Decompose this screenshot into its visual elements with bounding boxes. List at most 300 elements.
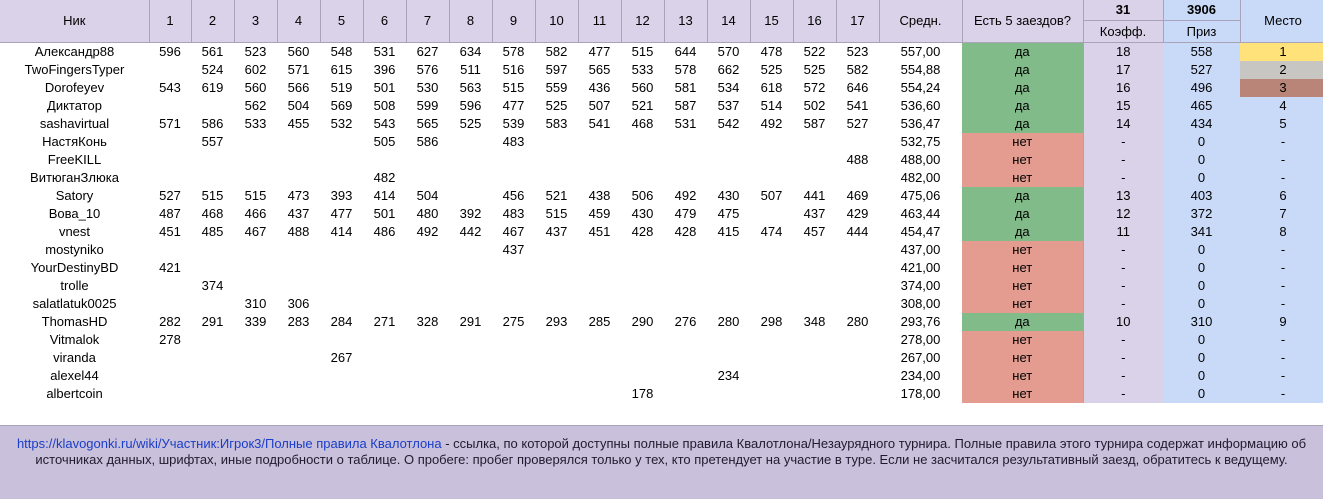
cell-race-9[interactable]: 456: [502, 188, 525, 203]
cell-place[interactable]: 9: [1240, 313, 1323, 331]
cell-race-3[interactable]: 560: [244, 80, 267, 95]
cell-race-17[interactable]: 541: [846, 98, 869, 113]
cell-race-13[interactable]: 587: [674, 98, 697, 113]
cell-nick[interactable]: viranda: [53, 350, 96, 365]
cell-race-5[interactable]: [320, 367, 363, 385]
cell-nick[interactable]: ThomasHD: [41, 314, 108, 329]
cell-coef[interactable]: -: [1083, 259, 1163, 277]
cell-race-17[interactable]: 582: [846, 62, 869, 77]
cell-race-9[interactable]: 477: [502, 98, 525, 113]
cell-race-13[interactable]: 492: [674, 188, 697, 203]
cell-coef[interactable]: -: [1083, 241, 1163, 259]
cell-race-10[interactable]: [535, 349, 578, 367]
cell-nick[interactable]: sashavirtual: [39, 116, 110, 131]
cell-prize[interactable]: 341: [1163, 223, 1240, 241]
header-race-3[interactable]: 3: [234, 0, 277, 43]
cell-race-5[interactable]: 284: [330, 314, 353, 329]
cell-race-11[interactable]: [578, 277, 621, 295]
cell-average[interactable]: 278,00: [900, 332, 941, 347]
cell-race-8[interactable]: [449, 277, 492, 295]
cell-coef[interactable]: 13: [1083, 187, 1163, 205]
cell-race-17[interactable]: [836, 169, 879, 187]
cell-race-14[interactable]: 534: [717, 80, 740, 95]
cell-race-3[interactable]: [234, 349, 277, 367]
cell-race-15[interactable]: [750, 349, 793, 367]
cell-place[interactable]: -: [1240, 133, 1323, 151]
cell-place[interactable]: 6: [1240, 187, 1323, 205]
cell-nick[interactable]: TwoFingersTyper: [24, 62, 125, 77]
cell-race-9[interactable]: 437: [502, 242, 525, 257]
header-race-5[interactable]: 5: [320, 0, 363, 43]
cell-race-5[interactable]: [320, 277, 363, 295]
rules-link[interactable]: https://klavogonki.ru/wiki/Участник:Игрок3/Полные правила Квалотлона: [16, 436, 442, 451]
cell-race-11[interactable]: [578, 133, 621, 151]
cell-race-14[interactable]: [707, 349, 750, 367]
cell-race-9[interactable]: [492, 367, 535, 385]
cell-race-16[interactable]: [793, 169, 836, 187]
cell-race-12[interactable]: 533: [631, 62, 654, 77]
cell-five-races[interactable]: да: [962, 187, 1083, 205]
cell-race-12[interactable]: 290: [631, 314, 654, 329]
cell-race-14[interactable]: 430: [717, 188, 740, 203]
cell-prize[interactable]: 0: [1163, 349, 1240, 367]
cell-race-13[interactable]: 428: [674, 224, 697, 239]
cell-five-races[interactable]: да: [962, 97, 1083, 115]
cell-race-3[interactable]: [234, 169, 277, 187]
cell-race-12[interactable]: [621, 349, 664, 367]
cell-coef[interactable]: -: [1083, 133, 1163, 151]
cell-five-races[interactable]: нет: [962, 367, 1083, 385]
cell-race-7[interactable]: [406, 259, 449, 277]
cell-race-2[interactable]: 561: [201, 44, 224, 59]
cell-race-17[interactable]: 527: [846, 116, 869, 131]
cell-prize[interactable]: 0: [1163, 133, 1240, 151]
cell-race-14[interactable]: [707, 277, 750, 295]
cell-race-12[interactable]: 560: [631, 80, 654, 95]
header-race-13[interactable]: 13: [664, 0, 707, 43]
cell-race-1[interactable]: [149, 241, 191, 259]
cell-nick[interactable]: Satory: [55, 188, 94, 203]
cell-race-11[interactable]: 507: [588, 98, 611, 113]
cell-nick[interactable]: ВитюганЗлюка: [30, 170, 119, 185]
cell-race-9[interactable]: 578: [502, 44, 525, 59]
cell-five-races[interactable]: нет: [962, 277, 1083, 295]
cell-race-11[interactable]: [578, 367, 621, 385]
cell-race-16[interactable]: [793, 367, 836, 385]
cell-coef[interactable]: 10: [1083, 313, 1163, 331]
cell-race-4[interactable]: [277, 151, 320, 169]
cell-nick[interactable]: Диктатор: [47, 98, 102, 113]
cell-race-5[interactable]: [320, 133, 363, 151]
cell-race-12[interactable]: 521: [631, 98, 654, 113]
cell-coef[interactable]: -: [1083, 295, 1163, 313]
cell-race-17[interactable]: [836, 277, 879, 295]
cell-average[interactable]: 437,00: [900, 242, 941, 257]
cell-race-3[interactable]: [234, 331, 277, 349]
cell-race-8[interactable]: 511: [460, 62, 481, 77]
cell-race-1[interactable]: [149, 97, 191, 115]
cell-race-1[interactable]: [149, 169, 191, 187]
cell-race-6[interactable]: 501: [373, 206, 396, 221]
cell-race-12[interactable]: [621, 259, 664, 277]
cell-race-14[interactable]: 475: [717, 206, 740, 221]
cell-race-14[interactable]: [707, 133, 750, 151]
cell-average[interactable]: 308,00: [900, 296, 941, 311]
header-race-17[interactable]: 17: [836, 0, 879, 43]
cell-average[interactable]: 536,47: [900, 116, 941, 131]
cell-race-16[interactable]: [793, 295, 836, 313]
cell-race-7[interactable]: 599: [416, 98, 439, 113]
cell-race-2[interactable]: 515: [201, 188, 224, 203]
cell-five-races[interactable]: да: [962, 43, 1083, 62]
cell-race-5[interactable]: [320, 385, 363, 403]
cell-race-14[interactable]: 234: [717, 368, 740, 383]
cell-race-10[interactable]: 515: [545, 206, 568, 221]
cell-race-14[interactable]: [707, 295, 750, 313]
cell-coef[interactable]: 15: [1083, 97, 1163, 115]
cell-coef[interactable]: -: [1083, 385, 1163, 403]
cell-race-9[interactable]: 539: [502, 116, 525, 131]
cell-race-5[interactable]: 569: [330, 98, 353, 113]
cell-race-11[interactable]: [578, 259, 621, 277]
cell-nick[interactable]: НастяКонь: [42, 134, 107, 149]
cell-average[interactable]: 536,60: [900, 98, 941, 113]
cell-race-8[interactable]: 563: [459, 80, 482, 95]
cell-race-11[interactable]: 285: [588, 314, 611, 329]
cell-race-16[interactable]: [793, 349, 836, 367]
cell-race-15[interactable]: [750, 259, 793, 277]
cell-race-11[interactable]: [578, 151, 621, 169]
cell-race-12[interactable]: 468: [631, 116, 654, 131]
cell-race-17[interactable]: [836, 349, 879, 367]
cell-race-14[interactable]: 537: [717, 98, 740, 113]
cell-race-13[interactable]: [664, 331, 707, 349]
cell-nick[interactable]: salatlatuk0025: [32, 296, 117, 311]
cell-race-1[interactable]: [149, 349, 191, 367]
cell-coef[interactable]: -: [1083, 169, 1163, 187]
cell-race-9[interactable]: 467: [502, 224, 525, 239]
cell-race-1[interactable]: [149, 61, 191, 79]
cell-place[interactable]: 1: [1240, 43, 1323, 62]
cell-average[interactable]: 178,00: [900, 386, 941, 401]
cell-race-6[interactable]: [363, 277, 406, 295]
cell-average[interactable]: 554,88: [900, 62, 941, 77]
cell-prize[interactable]: 0: [1163, 241, 1240, 259]
cell-race-9[interactable]: 515: [502, 80, 525, 95]
cell-race-8[interactable]: 291: [459, 314, 482, 329]
cell-race-3[interactable]: [234, 277, 277, 295]
cell-race-4[interactable]: 488: [287, 224, 310, 239]
cell-race-3[interactable]: [234, 151, 277, 169]
cell-coef[interactable]: 12: [1083, 205, 1163, 223]
cell-race-12[interactable]: 430: [631, 206, 654, 221]
cell-race-10[interactable]: [535, 331, 578, 349]
cell-race-9[interactable]: [492, 349, 535, 367]
header-prize[interactable]: Приз: [1163, 21, 1240, 43]
cell-average[interactable]: 475,06: [900, 188, 941, 203]
cell-race-7[interactable]: [406, 169, 449, 187]
cell-race-11[interactable]: 459: [588, 206, 611, 221]
cell-race-12[interactable]: 178: [631, 386, 654, 401]
cell-nick[interactable]: mostyniko: [45, 242, 104, 257]
cell-prize[interactable]: 310: [1163, 313, 1240, 331]
cell-race-11[interactable]: [578, 385, 621, 403]
cell-race-8[interactable]: [449, 133, 492, 151]
cell-race-10[interactable]: [535, 169, 578, 187]
cell-race-15[interactable]: 507: [760, 188, 783, 203]
cell-race-15[interactable]: [750, 241, 793, 259]
cell-race-4[interactable]: [277, 133, 320, 151]
cell-average[interactable]: 454,47: [900, 224, 941, 239]
cell-race-13[interactable]: [664, 133, 707, 151]
cell-race-16[interactable]: 502: [803, 98, 826, 113]
cell-coef[interactable]: 14: [1083, 115, 1163, 133]
cell-race-7[interactable]: 328: [416, 314, 439, 329]
cell-race-7[interactable]: [406, 277, 449, 295]
cell-prize[interactable]: 558: [1163, 43, 1240, 62]
cell-race-7[interactable]: [406, 349, 449, 367]
cell-race-4[interactable]: [277, 331, 320, 349]
cell-race-5[interactable]: [320, 241, 363, 259]
cell-average[interactable]: 554,24: [900, 80, 941, 95]
cell-race-17[interactable]: [836, 367, 879, 385]
cell-race-8[interactable]: [449, 151, 492, 169]
cell-race-16[interactable]: 587: [803, 116, 826, 131]
cell-race-10[interactable]: 525: [545, 98, 568, 113]
cell-prize[interactable]: 0: [1163, 151, 1240, 169]
cell-nick[interactable]: Александр88: [34, 44, 115, 59]
cell-race-4[interactable]: 455: [287, 116, 310, 131]
cell-race-6[interactable]: 543: [373, 116, 396, 131]
cell-race-17[interactable]: [836, 295, 879, 313]
cell-place[interactable]: -: [1240, 277, 1323, 295]
cell-race-16[interactable]: 525: [803, 62, 826, 77]
cell-race-2[interactable]: [191, 331, 234, 349]
cell-race-1[interactable]: 278: [159, 332, 181, 347]
cell-race-10[interactable]: [535, 385, 578, 403]
cell-race-17[interactable]: 488: [846, 152, 869, 167]
cell-race-4[interactable]: 566: [287, 80, 310, 95]
cell-race-5[interactable]: [320, 169, 363, 187]
cell-prize[interactable]: 0: [1163, 169, 1240, 187]
cell-race-13[interactable]: 276: [674, 314, 697, 329]
cell-race-10[interactable]: 583: [545, 116, 568, 131]
cell-coef[interactable]: 11: [1083, 223, 1163, 241]
cell-race-16[interactable]: [793, 259, 836, 277]
cell-race-13[interactable]: 531: [674, 116, 697, 131]
cell-race-16[interactable]: [793, 277, 836, 295]
cell-race-3[interactable]: [234, 367, 277, 385]
cell-race-3[interactable]: [234, 385, 277, 403]
cell-race-5[interactable]: 414: [330, 224, 353, 239]
cell-race-10[interactable]: [535, 241, 578, 259]
cell-race-2[interactable]: 524: [201, 62, 224, 77]
cell-race-6[interactable]: [363, 367, 406, 385]
cell-race-8[interactable]: 392: [459, 206, 482, 221]
cell-race-3[interactable]: [234, 259, 277, 277]
cell-race-12[interactable]: [621, 151, 664, 169]
cell-race-14[interactable]: [707, 169, 750, 187]
cell-race-2[interactable]: [191, 385, 234, 403]
cell-five-races[interactable]: нет: [962, 241, 1083, 259]
cell-race-7[interactable]: 492: [416, 224, 439, 239]
cell-race-6[interactable]: 508: [373, 98, 396, 113]
cell-race-13[interactable]: [664, 169, 707, 187]
cell-race-17[interactable]: [836, 133, 879, 151]
cell-race-2[interactable]: [191, 349, 234, 367]
cell-race-13[interactable]: [664, 151, 707, 169]
cell-race-7[interactable]: [406, 331, 449, 349]
cell-place[interactable]: -: [1240, 241, 1323, 259]
header-race-6[interactable]: 6: [363, 0, 406, 43]
cell-race-9[interactable]: [492, 385, 535, 403]
cell-race-15[interactable]: [750, 367, 793, 385]
cell-race-4[interactable]: 560: [287, 44, 310, 59]
cell-race-12[interactable]: [621, 331, 664, 349]
cell-race-7[interactable]: 586: [416, 134, 439, 149]
cell-race-10[interactable]: [535, 367, 578, 385]
header-race-14[interactable]: 14: [707, 0, 750, 43]
cell-race-1[interactable]: 451: [159, 224, 181, 239]
cell-place[interactable]: -: [1240, 151, 1323, 169]
cell-race-11[interactable]: [578, 169, 621, 187]
cell-race-8[interactable]: [449, 349, 492, 367]
cell-place[interactable]: -: [1240, 331, 1323, 349]
cell-race-1[interactable]: 527: [159, 188, 181, 203]
cell-race-13[interactable]: [664, 367, 707, 385]
cell-race-3[interactable]: 310: [244, 296, 267, 311]
cell-coef[interactable]: -: [1083, 349, 1163, 367]
cell-race-13[interactable]: 644: [674, 44, 697, 59]
cell-race-6[interactable]: [363, 331, 406, 349]
cell-race-4[interactable]: 473: [287, 188, 310, 203]
cell-average[interactable]: 293,76: [900, 314, 941, 329]
header-five-races[interactable]: Есть 5 заездов?: [962, 0, 1083, 43]
cell-nick[interactable]: Vitmalok: [49, 332, 100, 347]
cell-prize[interactable]: 496: [1163, 79, 1240, 97]
cell-race-11[interactable]: 477: [588, 44, 611, 59]
cell-race-4[interactable]: [277, 259, 320, 277]
cell-five-races[interactable]: нет: [962, 259, 1083, 277]
cell-race-1[interactable]: [149, 367, 191, 385]
cell-race-6[interactable]: 501: [373, 80, 396, 95]
cell-race-13[interactable]: 578: [674, 62, 697, 77]
header-race-4[interactable]: 4: [277, 0, 320, 43]
cell-race-5[interactable]: [320, 295, 363, 313]
cell-race-16[interactable]: 572: [803, 80, 826, 95]
header-race-10[interactable]: 10: [535, 0, 578, 43]
header-place[interactable]: Место: [1240, 0, 1323, 43]
cell-race-4[interactable]: [277, 277, 320, 295]
cell-average[interactable]: 532,75: [900, 134, 941, 149]
cell-race-7[interactable]: 504: [416, 188, 439, 203]
cell-place[interactable]: -: [1240, 169, 1323, 187]
cell-race-5[interactable]: 548: [330, 44, 353, 59]
cell-race-10[interactable]: 521: [545, 188, 568, 203]
cell-race-6[interactable]: 414: [373, 188, 396, 203]
cell-race-17[interactable]: 429: [846, 206, 869, 221]
header-average[interactable]: Средн.: [879, 0, 962, 43]
cell-place[interactable]: -: [1240, 349, 1323, 367]
cell-prize[interactable]: 465: [1163, 97, 1240, 115]
cell-race-6[interactable]: [363, 385, 406, 403]
cell-race-15[interactable]: 525: [760, 62, 783, 77]
cell-race-4[interactable]: [277, 367, 320, 385]
cell-race-9[interactable]: [492, 151, 535, 169]
cell-five-races[interactable]: да: [962, 205, 1083, 223]
cell-race-15[interactable]: 514: [760, 98, 783, 113]
cell-race-4[interactable]: [277, 169, 320, 187]
cell-race-7[interactable]: [406, 295, 449, 313]
cell-race-9[interactable]: [492, 331, 535, 349]
cell-prize[interactable]: 0: [1163, 385, 1240, 403]
cell-prize[interactable]: 372: [1163, 205, 1240, 223]
cell-race-16[interactable]: 522: [803, 44, 826, 59]
cell-race-7[interactable]: [406, 367, 449, 385]
cell-race-4[interactable]: [277, 385, 320, 403]
cell-race-6[interactable]: [363, 151, 406, 169]
cell-race-10[interactable]: [535, 133, 578, 151]
cell-coef[interactable]: -: [1083, 151, 1163, 169]
cell-race-3[interactable]: 533: [244, 116, 267, 131]
cell-race-1[interactable]: 571: [159, 116, 181, 131]
cell-race-5[interactable]: 267: [330, 350, 353, 365]
cell-race-11[interactable]: 541: [588, 116, 611, 131]
cell-race-14[interactable]: [707, 385, 750, 403]
header-race-7[interactable]: 7: [406, 0, 449, 43]
cell-race-3[interactable]: [234, 241, 277, 259]
cell-average[interactable]: 234,00: [900, 368, 941, 383]
cell-race-11[interactable]: [578, 331, 621, 349]
cell-race-12[interactable]: 515: [631, 44, 654, 59]
cell-race-12[interactable]: [621, 367, 664, 385]
cell-race-6[interactable]: [363, 259, 406, 277]
cell-place[interactable]: 7: [1240, 205, 1323, 223]
cell-prize[interactable]: 0: [1163, 259, 1240, 277]
cell-race-9[interactable]: 483: [502, 134, 525, 149]
cell-average[interactable]: 482,00: [900, 170, 941, 185]
cell-race-14[interactable]: [707, 259, 750, 277]
cell-race-8[interactable]: [449, 241, 492, 259]
cell-race-15[interactable]: 492: [760, 116, 783, 131]
cell-race-8[interactable]: [449, 295, 492, 313]
cell-race-7[interactable]: 565: [416, 116, 439, 131]
cell-race-13[interactable]: 479: [674, 206, 697, 221]
cell-race-10[interactable]: [535, 259, 578, 277]
cell-coef[interactable]: 18: [1083, 43, 1163, 62]
header-prize-total[interactable]: 3906: [1163, 0, 1240, 21]
cell-race-8[interactable]: 596: [459, 98, 482, 113]
cell-race-14[interactable]: 570: [717, 44, 740, 59]
cell-five-races[interactable]: нет: [962, 331, 1083, 349]
cell-five-races[interactable]: нет: [962, 349, 1083, 367]
header-race-12[interactable]: 12: [621, 0, 664, 43]
cell-race-2[interactable]: 291: [201, 314, 224, 329]
cell-average[interactable]: 463,44: [900, 206, 941, 221]
cell-race-2[interactable]: [191, 241, 234, 259]
cell-race-10[interactable]: [535, 295, 578, 313]
cell-nick[interactable]: Dorofeyev: [44, 80, 105, 95]
cell-coef[interactable]: -: [1083, 367, 1163, 385]
cell-prize[interactable]: 527: [1163, 61, 1240, 79]
cell-race-3[interactable]: 339: [244, 314, 267, 329]
cell-race-9[interactable]: [492, 295, 535, 313]
cell-race-7[interactable]: [406, 151, 449, 169]
cell-five-races[interactable]: нет: [962, 169, 1083, 187]
header-race-2[interactable]: 2: [191, 0, 234, 43]
cell-race-15[interactable]: [750, 151, 793, 169]
header-race-11[interactable]: 11: [578, 0, 621, 43]
